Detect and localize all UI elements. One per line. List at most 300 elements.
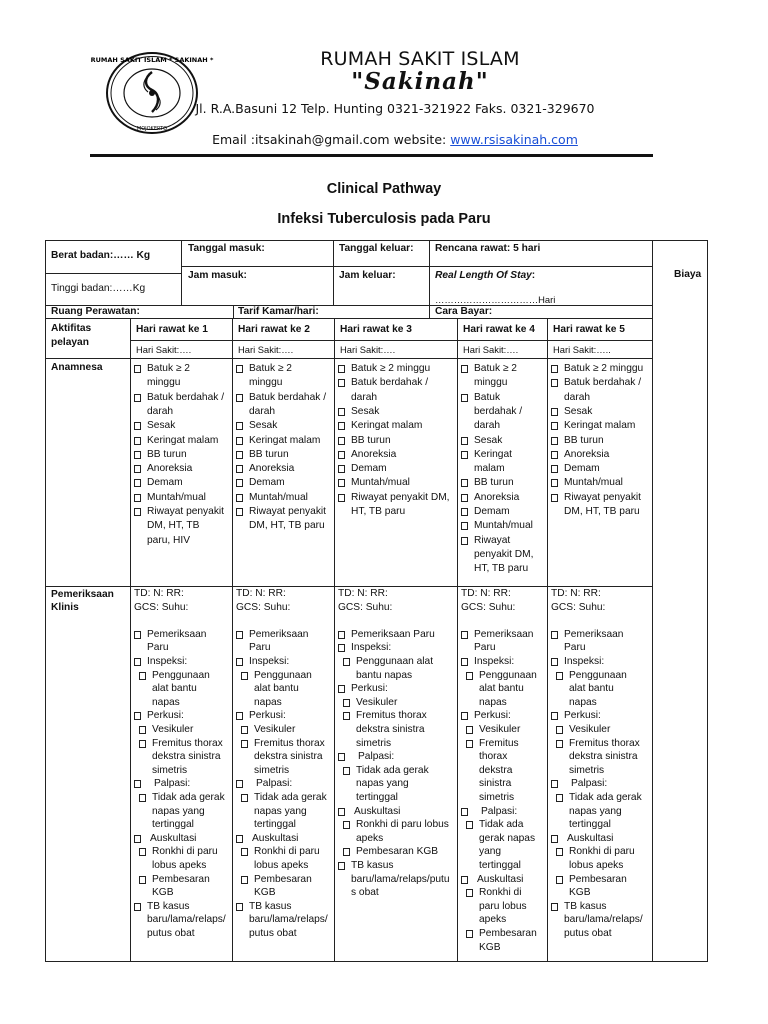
- pemeriksaan-day2-line: Ronkhi di paru: [254, 846, 320, 858]
- pemeriksaan-label-line2: Klinis: [51, 602, 79, 613]
- anamnesa-day1-line: minggu: [147, 377, 181, 389]
- anamnesa-checkbox[interactable]: [134, 494, 141, 502]
- anamnesa-checkbox[interactable]: [236, 465, 243, 473]
- anamnesa-checkbox[interactable]: [551, 408, 558, 416]
- tinggi-badan-field[interactable]: Tinggi badan:……Kg: [51, 283, 146, 294]
- anamnesa-day1-line: DM, HT, TB: [147, 520, 200, 532]
- anamnesa-day2-line: Batuk berdahak /: [249, 391, 327, 403]
- pemeriksaan-label-line1: Pemeriksaan: [51, 589, 114, 600]
- day-4-hari-sakit[interactable]: Hari Sakit:….: [463, 344, 519, 355]
- anamnesa-day5-line: Anoreksia: [564, 448, 610, 460]
- anamnesa-day5-line: Keringat malam: [564, 420, 636, 432]
- anamnesa-checkbox[interactable]: [236, 365, 243, 373]
- anamnesa-day4-line: penyakit DM,: [474, 548, 534, 560]
- pemeriksaan-day3-line: Pembesaran KGB: [356, 846, 439, 858]
- anamnesa-day3-line: Anoreksia: [351, 448, 397, 460]
- pemeriksaan-checkbox[interactable]: [236, 712, 243, 720]
- pemeriksaan-day5-line: napas yang: [569, 805, 622, 817]
- anamnesa-checkbox[interactable]: [551, 494, 558, 502]
- pemeriksaan-day2-line: tertinggal: [254, 819, 296, 831]
- day-3-header: Hari rawat ke 3: [340, 324, 412, 335]
- pemeriksaan-day5-line: KGB: [569, 887, 591, 899]
- pemeriksaan-day3-line: Tidak ada gerak: [356, 764, 429, 776]
- pemeriksaan-checkbox[interactable]: [556, 672, 563, 680]
- pemeriksaan-checkbox[interactable]: [551, 903, 558, 911]
- pemeriksaan-day1-line: Pembesaran: [152, 873, 210, 885]
- pemeriksaan-day2-line: TD: N: RR:: [236, 588, 286, 599]
- pemeriksaan-day4-line: napas: [479, 696, 507, 708]
- pemeriksaan-day5-line: TD: N: RR:: [551, 588, 601, 599]
- pemeriksaan-day3-line: Fremitus thorax: [356, 710, 427, 722]
- pemeriksaan-day1-line: Pemeriksaan: [147, 628, 207, 640]
- pemeriksaan-day1-line: TB kasus: [147, 900, 190, 912]
- anamnesa-checkbox[interactable]: [461, 451, 468, 459]
- pemeriksaan-day5-line: Penggunaan: [569, 669, 627, 681]
- pemeriksaan-day4-line: Penggunaan: [479, 669, 537, 681]
- pemeriksaan-day5-line: Pembesaran: [569, 873, 627, 885]
- anamnesa-checkbox[interactable]: [236, 422, 243, 430]
- anamnesa-checkbox[interactable]: [461, 522, 468, 530]
- anamnesa-day3-line: BB turun: [351, 434, 391, 446]
- pemeriksaan-checkbox[interactable]: [241, 726, 248, 734]
- anamnesa-day4-line: minggu: [474, 377, 508, 389]
- pemeriksaan-checkbox[interactable]: [139, 794, 146, 802]
- pemeriksaan-day1-line: Tidak ada gerak: [152, 792, 225, 803]
- anamnesa-checkbox[interactable]: [338, 479, 345, 487]
- pemeriksaan-checkbox[interactable]: [338, 808, 345, 816]
- pemeriksaan-day2-line: Tidak ada gerak: [254, 792, 327, 803]
- anamnesa-checkbox[interactable]: [338, 379, 345, 387]
- pemeriksaan-day4-line: dekstra: [479, 764, 513, 776]
- website-link[interactable]: www.rsisakinah.com: [450, 132, 578, 147]
- anamnesa-day4-line: Riwayat: [474, 534, 511, 546]
- anamnesa-day1-line: Muntah/mual: [147, 491, 206, 503]
- anamnesa-checkbox[interactable]: [551, 379, 558, 387]
- anamnesa-label: Anamnesa: [51, 362, 103, 373]
- pemeriksaan-day5-line: Vesikuler: [569, 724, 611, 735]
- anamnesa-day1-line: paru, HIV: [147, 534, 191, 546]
- anamnesa-checkbox[interactable]: [134, 394, 141, 402]
- anamnesa-day5-line: Riwayat penyakit: [564, 491, 642, 503]
- anamnesa-day1-line: Keringat malam: [147, 434, 219, 446]
- anamnesa-day2-line: BB turun: [249, 448, 289, 460]
- pemeriksaan-checkbox[interactable]: [241, 848, 248, 856]
- pemeriksaan-day1-line: napas yang: [152, 805, 205, 817]
- rencana-rawat-text: Rencana rawat: 5 hari: [435, 243, 541, 254]
- anamnesa-day4-line: Keringat: [474, 448, 512, 460]
- pemeriksaan-checkbox[interactable]: [236, 631, 243, 639]
- anamnesa-checkbox[interactable]: [236, 494, 243, 502]
- pemeriksaan-checkbox[interactable]: [338, 862, 345, 870]
- tanggal-keluar-field[interactable]: Tanggal keluar:: [339, 243, 414, 254]
- pemeriksaan-day5-line: Inspeksi:: [564, 656, 605, 667]
- anamnesa-checkbox[interactable]: [338, 408, 345, 416]
- email-text: Email :itsakinah@gmail.com website:: [212, 132, 451, 147]
- pemeriksaan-checkbox[interactable]: [461, 808, 468, 816]
- pemeriksaan-day5-line: baru/lama/relaps/: [564, 914, 643, 926]
- pemeriksaan-day2-line: Pembesaran: [254, 873, 312, 885]
- pemeriksaan-day1-line: Ronkhi di paru: [152, 846, 218, 858]
- pemeriksaan-day5-line: Pemeriksaan: [564, 628, 624, 640]
- pemeriksaan-day5-line: simetris: [569, 764, 605, 776]
- anamnesa-checkbox[interactable]: [134, 465, 141, 473]
- pemeriksaan-checkbox[interactable]: [466, 930, 473, 938]
- pemeriksaan-checkbox[interactable]: [343, 699, 350, 707]
- anamnesa-day3-line: HT, TB paru: [351, 506, 406, 517]
- anamnesa-day3-line: Batuk ≥ 2 minggu: [351, 363, 431, 374]
- anamnesa-checkbox[interactable]: [236, 479, 243, 487]
- pemeriksaan-day1-line: GCS: Suhu:: [134, 601, 189, 613]
- pemeriksaan-checkbox[interactable]: [241, 740, 248, 748]
- logo-city-text: MOJOKERTO: [136, 126, 168, 132]
- pemeriksaan-day3-line: simetris: [356, 737, 392, 749]
- anamnesa-day3-line: Muntah/mual: [351, 477, 410, 489]
- anamnesa-day1-line: Demam: [147, 477, 183, 489]
- pemeriksaan-day3-line: tertinggal: [356, 792, 398, 803]
- pemeriksaan-day1-line: Vesikuler: [152, 724, 194, 735]
- pemeriksaan-day1-line: Paru: [147, 642, 169, 654]
- pemeriksaan-day4-line: Tidak ada: [479, 819, 524, 831]
- anamnesa-day2-line: Batuk ≥ 2: [249, 363, 292, 374]
- hospital-subname: "Sakinah": [351, 68, 489, 95]
- pemeriksaan-checkbox[interactable]: [551, 780, 558, 788]
- anamnesa-checkbox[interactable]: [236, 508, 243, 516]
- anamnesa-checkbox[interactable]: [461, 437, 468, 445]
- anamnesa-day4-line: BB turun: [474, 477, 514, 489]
- anamnesa-day1-line: Batuk ≥ 2: [147, 363, 190, 374]
- ruang-perawatan-field[interactable]: Ruang Perawatan:: [51, 306, 140, 317]
- pemeriksaan-day4-line: gerak napas: [479, 832, 536, 844]
- pemeriksaan-checkbox[interactable]: [343, 658, 350, 666]
- pemeriksaan-checkbox[interactable]: [241, 794, 248, 802]
- pemeriksaan-checkbox[interactable]: [466, 672, 473, 680]
- berat-badan-field[interactable]: Berat badan:…… Kg: [51, 250, 151, 261]
- pemeriksaan-checkbox[interactable]: [556, 794, 563, 802]
- anamnesa-checkbox[interactable]: [338, 437, 345, 445]
- anamnesa-checkbox[interactable]: [134, 451, 141, 459]
- pemeriksaan-checkbox[interactable]: [338, 631, 345, 639]
- anamnesa-checkbox[interactable]: [461, 479, 468, 487]
- pemeriksaan-day2-line: alat bantu: [254, 683, 299, 695]
- anamnesa-checkbox[interactable]: [134, 365, 141, 373]
- pemeriksaan-checkbox[interactable]: [466, 821, 473, 829]
- anamnesa-day3-line: darah: [351, 391, 378, 403]
- pemeriksaan-day3-line: GCS: Suhu:: [338, 601, 393, 613]
- pemeriksaan-checkbox[interactable]: [556, 740, 563, 748]
- anamnesa-day4-line: Batuk: [474, 391, 501, 403]
- pemeriksaan-day3-line: bantu napas: [356, 669, 413, 681]
- pemeriksaan-day3-line: TD: N: RR:: [338, 588, 388, 599]
- anamnesa-day5-line: Sesak: [564, 405, 593, 417]
- anamnesa-day5-line: Muntah/mual: [564, 477, 623, 489]
- anamnesa-day5-line: Batuk ≥ 2 minggu: [564, 363, 644, 374]
- pemeriksaan-day1-line: Penggunaan: [152, 669, 210, 681]
- anamnesa-day5-line: BB turun: [564, 434, 604, 446]
- pemeriksaan-checkbox[interactable]: [551, 835, 558, 843]
- hospital-name: RUMAH SAKIT ISLAM: [320, 48, 520, 70]
- pemeriksaan-day4-line: simetris: [479, 792, 515, 803]
- pemeriksaan-day4-line: KGB: [479, 941, 501, 953]
- pemeriksaan-checkbox[interactable]: [338, 644, 345, 652]
- pemeriksaan-day2-line: TB kasus: [249, 900, 292, 912]
- pemeriksaan-day4-line: Ronkhi di: [479, 887, 522, 899]
- anamnesa-checkbox[interactable]: [134, 479, 141, 487]
- pemeriksaan-day1-line: dekstra sinistra: [152, 751, 221, 763]
- pemeriksaan-day5-line: tertinggal: [569, 819, 611, 831]
- pemeriksaan-day5-line: Palpasi:: [571, 778, 608, 790]
- pemeriksaan-day4-line: Pembesaran: [479, 928, 537, 939]
- anamnesa-day4-line: darah: [474, 420, 501, 432]
- pemeriksaan-day1-line: Fremitus thorax: [152, 737, 223, 749]
- pemeriksaan-checkbox[interactable]: [551, 658, 558, 666]
- anamnesa-day3-line: Sesak: [351, 405, 380, 417]
- day-1-hari-sakit[interactable]: Hari Sakit:….: [136, 344, 192, 355]
- pemeriksaan-day3-line: Auskultasi: [354, 805, 401, 817]
- pemeriksaan-day5-line: napas: [569, 696, 597, 708]
- anamnesa-checkbox[interactable]: [338, 451, 345, 459]
- pemeriksaan-day4-line: Perkusi:: [474, 710, 511, 722]
- hospital-address: Jl. R.A.Basuni 12 Telp. Hunting 0321-321922 Faks. 0321-329670: [195, 101, 595, 116]
- day-2-hari-sakit[interactable]: Hari Sakit:….: [238, 344, 294, 355]
- day-1-header: Hari rawat ke 1: [136, 324, 208, 335]
- pemeriksaan-day3-line: Ronkhi di paru lobus: [356, 819, 449, 831]
- pemeriksaan-day1-line: Palpasi:: [154, 778, 191, 790]
- pemeriksaan-day5-line: Fremitus thorax: [569, 737, 640, 749]
- anamnesa-day5-line: darah: [564, 391, 591, 403]
- anamnesa-checkbox[interactable]: [461, 537, 468, 545]
- pemeriksaan-day1-line: KGB: [152, 887, 174, 899]
- pemeriksaan-checkbox[interactable]: [343, 848, 350, 856]
- pemeriksaan-checkbox[interactable]: [551, 712, 558, 720]
- pemeriksaan-day5-line: Paru: [564, 642, 586, 654]
- biaya-header: Biaya: [674, 269, 702, 280]
- anamnesa-day1-line: darah: [147, 405, 174, 417]
- pemeriksaan-checkbox[interactable]: [466, 726, 473, 734]
- pemeriksaan-checkbox[interactable]: [338, 753, 345, 761]
- anamnesa-checkbox[interactable]: [236, 394, 243, 402]
- pemeriksaan-day2-line: Penggunaan: [254, 669, 312, 681]
- jam-masuk-field[interactable]: Jam masuk:: [188, 270, 247, 281]
- day-4-header: Hari rawat ke 4: [463, 324, 535, 335]
- pemeriksaan-checkbox[interactable]: [236, 658, 243, 666]
- pemeriksaan-day2-line: napas yang: [254, 805, 307, 817]
- pemeriksaan-day4-line: tertinggal: [479, 860, 521, 871]
- pemeriksaan-day5-line: Ronkhi di paru: [569, 846, 635, 858]
- pemeriksaan-checkbox[interactable]: [241, 876, 248, 884]
- anamnesa-day2-line: darah: [249, 405, 276, 417]
- pemeriksaan-day2-line: Perkusi:: [249, 710, 286, 722]
- anamnesa-day2-line: Demam: [249, 477, 285, 489]
- pemeriksaan-checkbox[interactable]: [134, 903, 141, 911]
- pemeriksaan-day2-line: dekstra sinistra: [254, 751, 323, 763]
- anamnesa-checkbox[interactable]: [551, 422, 558, 430]
- anamnesa-checkbox[interactable]: [236, 451, 243, 459]
- pemeriksaan-checkbox[interactable]: [134, 712, 141, 720]
- anamnesa-checkbox[interactable]: [551, 437, 558, 445]
- pemeriksaan-checkbox[interactable]: [556, 848, 563, 856]
- anamnesa-checkbox[interactable]: [134, 437, 141, 445]
- pemeriksaan-checkbox[interactable]: [466, 740, 473, 748]
- pemeriksaan-checkbox[interactable]: [139, 740, 146, 748]
- pemeriksaan-day2-line: Paru: [249, 642, 271, 654]
- pemeriksaan-day4-line: thorax: [479, 751, 508, 763]
- page-title: Clinical Pathway: [326, 181, 442, 197]
- anamnesa-day3-line: Batuk berdahak /: [351, 377, 429, 389]
- pemeriksaan-checkbox[interactable]: [343, 821, 350, 829]
- anamnesa-day3-line: Keringat malam: [351, 420, 423, 432]
- pemeriksaan-day4-line: paru lobus: [479, 900, 527, 912]
- pemeriksaan-day2-line: napas: [254, 696, 282, 708]
- pemeriksaan-day5-line: GCS: Suhu:: [551, 601, 606, 613]
- anamnesa-checkbox[interactable]: [551, 451, 558, 459]
- anamnesa-day2-line: Anoreksia: [249, 463, 295, 475]
- anamnesa-day2-line: DM, HT, TB paru: [249, 520, 325, 532]
- day-3-hari-sakit[interactable]: Hari Sakit:….: [340, 344, 396, 355]
- anamnesa-day2-line: Muntah/mual: [249, 491, 308, 503]
- pemeriksaan-day3-line: apeks: [356, 832, 384, 844]
- pemeriksaan-checkbox[interactable]: [343, 767, 350, 775]
- pemeriksaan-checkbox[interactable]: [134, 658, 141, 666]
- pemeriksaan-day3-line: TB kasus: [351, 860, 394, 871]
- pemeriksaan-day3-line: Palpasi:: [358, 751, 395, 763]
- anamnesa-day4-line: berdahak /: [474, 405, 523, 417]
- anamnesa-day3-line: Demam: [351, 463, 387, 475]
- pemeriksaan-day5-line: Tidak ada gerak: [569, 792, 642, 803]
- pemeriksaan-checkbox[interactable]: [236, 903, 243, 911]
- anamnesa-day1-line: Anoreksia: [147, 463, 193, 475]
- pemeriksaan-checkbox[interactable]: [139, 848, 146, 856]
- pemeriksaan-day3-line: Pemeriksaan Paru: [351, 628, 435, 640]
- anamnesa-checkbox[interactable]: [461, 494, 468, 502]
- pemeriksaan-checkbox[interactable]: [556, 876, 563, 884]
- pemeriksaan-day2-line: Palpasi:: [256, 778, 293, 790]
- pemeriksaan-day3-line: Perkusi:: [351, 683, 388, 695]
- anamnesa-day1-line: BB turun: [147, 448, 187, 460]
- pemeriksaan-checkbox[interactable]: [556, 726, 563, 734]
- anamnesa-day4-line: Batuk ≥ 2: [474, 363, 517, 374]
- pemeriksaan-checkbox[interactable]: [461, 712, 468, 720]
- cara-bayar-field[interactable]: Cara Bayar:: [435, 306, 493, 317]
- pemeriksaan-day4-line: Inspeksi:: [474, 656, 515, 667]
- pemeriksaan-day2-line: Fremitus thorax: [254, 737, 325, 749]
- anamnesa-checkbox[interactable]: [461, 365, 468, 373]
- pemeriksaan-day3-line: Inspeksi:: [351, 642, 392, 654]
- pemeriksaan-day1-line: Perkusi:: [147, 710, 184, 722]
- pemeriksaan-day2-line: Vesikuler: [254, 724, 296, 735]
- pemeriksaan-day1-line: lobus apeks: [152, 860, 207, 871]
- pemeriksaan-day1-line: Auskultasi: [150, 832, 197, 844]
- pemeriksaan-checkbox[interactable]: [551, 631, 558, 639]
- pemeriksaan-checkbox[interactable]: [134, 631, 141, 639]
- pemeriksaan-checkbox[interactable]: [134, 780, 141, 788]
- anamnesa-checkbox[interactable]: [338, 365, 345, 373]
- pemeriksaan-day2-line: lobus apeks: [254, 860, 309, 871]
- pemeriksaan-day1-line: tertinggal: [152, 819, 194, 831]
- pemeriksaan-day3-line: baru/lama/relaps/putu: [351, 873, 450, 885]
- pemeriksaan-checkbox[interactable]: [466, 889, 473, 897]
- pemeriksaan-checkbox[interactable]: [139, 672, 146, 680]
- pemeriksaan-day1-line: baru/lama/relaps/: [147, 914, 226, 926]
- anamnesa-day2-line: Sesak: [249, 420, 278, 432]
- pemeriksaan-checkbox[interactable]: [236, 835, 243, 843]
- anamnesa-day4-line: Sesak: [474, 434, 503, 446]
- tarif-kamar-field[interactable]: Tarif Kamar/hari:: [238, 306, 319, 317]
- aktifitas-header: Aktifitas pelayan: [51, 323, 92, 348]
- pemeriksaan-day4-line: Palpasi:: [481, 805, 518, 817]
- pemeriksaan-checkbox[interactable]: [461, 876, 468, 884]
- anamnesa-checkbox[interactable]: [134, 422, 141, 430]
- anamnesa-checkbox[interactable]: [461, 394, 468, 402]
- pemeriksaan-checkbox[interactable]: [338, 685, 345, 693]
- pemeriksaan-day4-line: Fremitus: [479, 737, 519, 749]
- pemeriksaan-checkbox[interactable]: [461, 658, 468, 666]
- anamnesa-checkbox[interactable]: [551, 465, 558, 473]
- pemeriksaan-checkbox[interactable]: [236, 780, 243, 788]
- pemeriksaan-day4-line: TD: N: RR:: [461, 588, 511, 599]
- pemeriksaan-day5-line: Perkusi:: [564, 710, 601, 722]
- anamnesa-checkbox[interactable]: [338, 494, 345, 502]
- pemeriksaan-day5-line: TB kasus: [564, 900, 607, 912]
- pemeriksaan-checkbox[interactable]: [241, 672, 248, 680]
- anamnesa-checkbox[interactable]: [551, 365, 558, 373]
- pemeriksaan-checkbox[interactable]: [134, 835, 141, 843]
- anamnesa-checkbox[interactable]: [338, 465, 345, 473]
- pemeriksaan-checkbox[interactable]: [461, 631, 468, 639]
- real-los-label: Real Length Of Stay:: [435, 270, 536, 281]
- tanggal-masuk-field[interactable]: Tanggal masuk:: [188, 243, 265, 254]
- pemeriksaan-day4-line: Vesikuler: [479, 724, 521, 735]
- pemeriksaan-day5-line: putus obat: [564, 928, 612, 939]
- pemeriksaan-day4-line: Pemeriksaan: [474, 628, 534, 640]
- pemeriksaan-day1-line: Inspeksi:: [147, 656, 188, 667]
- pemeriksaan-day5-line: dekstra sinistra: [569, 751, 638, 763]
- anamnesa-day2-line: Keringat malam: [249, 434, 321, 446]
- anamnesa-checkbox[interactable]: [236, 437, 243, 445]
- pemeriksaan-day1-line: putus obat: [147, 928, 195, 939]
- anamnesa-checkbox[interactable]: [461, 508, 468, 516]
- pemeriksaan-day4-line: yang: [479, 846, 502, 858]
- pemeriksaan-checkbox[interactable]: [139, 876, 146, 884]
- pemeriksaan-day2-line: Pemeriksaan: [249, 628, 309, 640]
- pemeriksaan-day3-line: napas yang: [356, 778, 409, 790]
- pemeriksaan-day3-line: Penggunaan alat: [356, 656, 434, 667]
- real-los-field[interactable]: ……………………………Hari: [435, 294, 556, 305]
- anamnesa-day4-line: Muntah/mual: [474, 520, 533, 532]
- pemeriksaan-day2-line: Auskultasi: [252, 832, 299, 844]
- pemeriksaan-day1-line: TD: N: RR:: [134, 588, 184, 599]
- anamnesa-day5-line: Batuk berdahak /: [564, 377, 642, 389]
- anamnesa-day1-line: Sesak: [147, 420, 176, 432]
- day-5-hari-sakit[interactable]: Hari Sakit:…..: [553, 344, 611, 355]
- pemeriksaan-day5-line: alat bantu: [569, 683, 614, 695]
- pemeriksaan-day4-line: GCS: Suhu:: [461, 601, 516, 613]
- pemeriksaan-day2-line: baru/lama/relaps/: [249, 914, 328, 926]
- anamnesa-checkbox[interactable]: [134, 508, 141, 516]
- pemeriksaan-checkbox[interactable]: [139, 726, 146, 734]
- pemeriksaan-day2-line: Inspeksi:: [249, 656, 290, 667]
- pemeriksaan-day3-line: dekstra sinistra: [356, 724, 425, 735]
- anamnesa-day3-line: Riwayat penyakit DM,: [351, 491, 450, 503]
- day-5-header: Hari rawat ke 5: [553, 324, 625, 335]
- pemeriksaan-checkbox[interactable]: [343, 712, 350, 720]
- anamnesa-day4-line: malam: [474, 463, 505, 475]
- anamnesa-day2-line: minggu: [249, 377, 283, 389]
- jam-keluar-field[interactable]: Jam keluar:: [339, 270, 396, 281]
- anamnesa-checkbox[interactable]: [338, 422, 345, 430]
- anamnesa-checkbox[interactable]: [551, 479, 558, 487]
- page-subtitle: Infeksi Tuberculosis pada Paru: [277, 211, 491, 227]
- anamnesa-day2-line: Riwayat penyakit: [249, 506, 327, 517]
